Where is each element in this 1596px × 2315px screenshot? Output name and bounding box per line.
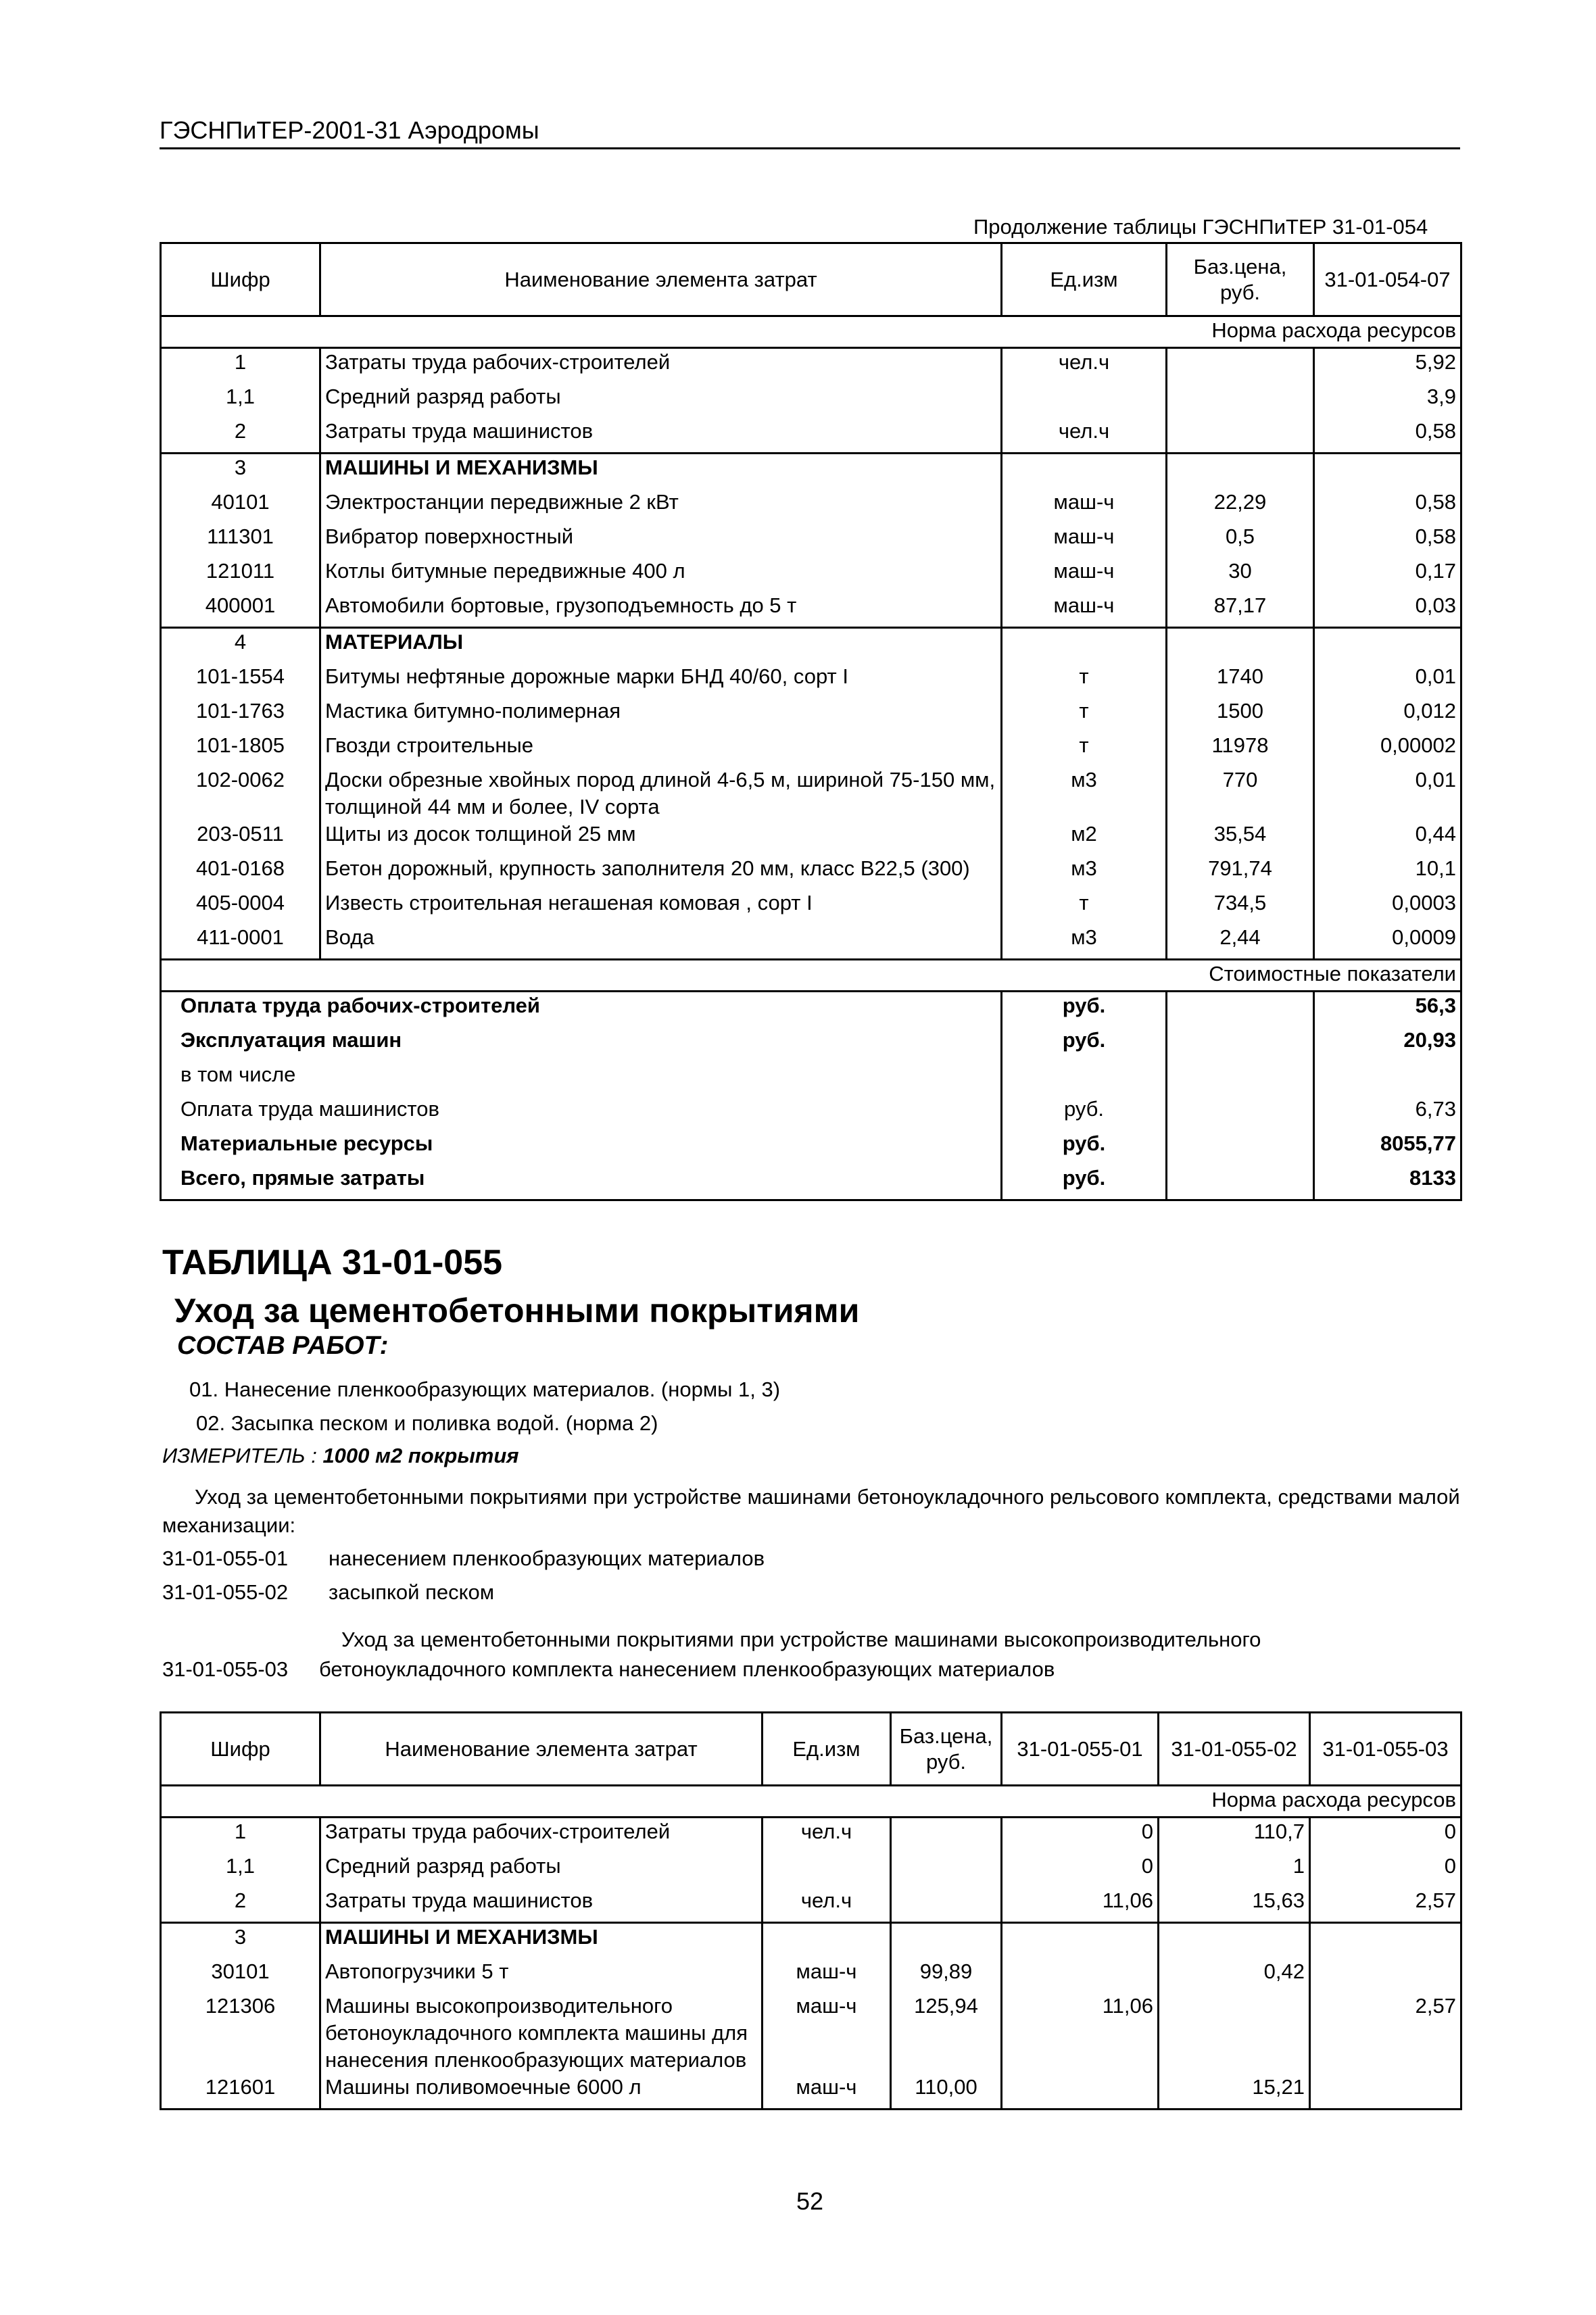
table-row: [161, 1958, 1461, 1993]
cell-name: МАШИНЫ И МЕХАНИЗМЫ: [320, 454, 1002, 489]
cell-norm-02: [1159, 1923, 1310, 1959]
cell-price: 110,00: [891, 2074, 1002, 2110]
cell-norm-03: 0: [1310, 1853, 1461, 1887]
cell-price: [891, 1853, 1002, 1887]
summary-empty: [1167, 1027, 1314, 1061]
cell-code: 2: [161, 418, 320, 454]
col-header-price: Баз.цена, руб.: [891, 1713, 1002, 1786]
resource-table-054: [160, 242, 1462, 1201]
summary-label: Всего, прямые затраты: [161, 1165, 1002, 1200]
table-row: [161, 1923, 1461, 1959]
cell-norm: 10,1: [1314, 855, 1461, 890]
summary-unit: [1002, 1061, 1167, 1096]
cell-name: Котлы битумные передвижные 400 л: [320, 558, 1002, 592]
table-row: [161, 1818, 1461, 1853]
table-row: [161, 2074, 1461, 2110]
work-composition-heading: СОСТАВ РАБОТ:: [177, 1332, 389, 1360]
cell-norm-01: 0: [1002, 1818, 1159, 1853]
measurement-unit: [162, 1444, 519, 1468]
summary-unit: руб.: [1002, 1130, 1167, 1165]
cell-norm: 0,01: [1314, 766, 1461, 821]
measurement-value: 1000 м2 покрытия: [322, 1444, 519, 1467]
table-row: [161, 663, 1461, 698]
table-row: [161, 628, 1461, 664]
summary-unit: руб.: [1002, 1027, 1167, 1061]
cell-price: [891, 1818, 1002, 1853]
cell-unit: чел.ч: [1002, 418, 1167, 454]
cell-norm-02: 0,42: [1159, 1958, 1310, 1993]
code-item-01: [162, 1546, 765, 1571]
summary-label: Эксплуатация машин: [161, 1027, 1002, 1061]
cell-code: 401-0168: [161, 855, 320, 890]
summary-value: [1314, 1061, 1461, 1096]
cell-unit: [1002, 383, 1167, 418]
cell-code: 101-1805: [161, 732, 320, 766]
summary-value: 6,73: [1314, 1096, 1461, 1130]
code-description: бетоноукладочного комплекта нанесением пленкообразующих материалов: [319, 1657, 1055, 1681]
code-description: засыпкой песком: [329, 1580, 495, 1604]
cell-price: 2,44: [1167, 924, 1314, 960]
cell-price: 770: [1167, 766, 1314, 821]
cell-norm-02: 110,7: [1159, 1818, 1310, 1853]
cell-norm: [1314, 628, 1461, 664]
cell-norm: 0,58: [1314, 489, 1461, 523]
cell-price: [891, 1887, 1002, 1923]
summary-value: 56,3: [1314, 992, 1461, 1027]
table-row: [161, 523, 1461, 558]
cell-price: [1167, 628, 1314, 664]
intro-text: Уход за цементобетонными покрытиями при устройстве машинами бетоноукладочного рельсового комплекта, средствами малой механизации:: [162, 1485, 1460, 1537]
cell-name: Доски обрезные хвойных пород длиной 4-6,5 м, шириной 75-150 мм, толщиной 44 мм и более, IV сорта: [320, 766, 1002, 821]
cell-unit: маш-ч: [763, 1958, 891, 1993]
cell-norm-02: 1: [1159, 1853, 1310, 1887]
cell-code: 1,1: [161, 1853, 320, 1887]
cell-unit: т: [1002, 698, 1167, 732]
cell-norm-01: [1002, 1958, 1159, 1993]
table-row: [161, 383, 1461, 418]
cell-price: 125,94: [891, 1993, 1002, 2074]
cell-name: Автомобили бортовые, грузоподъемность до 5 т: [320, 592, 1002, 628]
summary-label: Материальные ресурсы: [161, 1130, 1002, 1165]
cell-name: Битумы нефтяные дорожные марки БНД 40/60, сорт I: [320, 663, 1002, 698]
cell-code: 40101: [161, 489, 320, 523]
table-row: [161, 924, 1461, 960]
table-title: ТАБЛИЦА 31-01-055: [162, 1243, 503, 1282]
table-row: [161, 418, 1461, 454]
cell-norm: 0,44: [1314, 821, 1461, 855]
summary-label: в том числе: [161, 1061, 1002, 1096]
table-row: [161, 348, 1461, 384]
norm-label: Норма расхода ресурсов: [161, 316, 1461, 348]
cell-name: Затраты труда машинистов: [320, 1887, 763, 1923]
cell-norm-03: [1310, 1958, 1461, 1993]
summary-empty: [1167, 1061, 1314, 1096]
table-row: [161, 890, 1461, 924]
cell-name: МАШИНЫ И МЕХАНИЗМЫ: [320, 1923, 763, 1959]
cell-name: Бетон дорожный, крупность заполнителя 20 мм, класс В22,5 (300): [320, 855, 1002, 890]
cell-code: 400001: [161, 592, 320, 628]
cell-norm-03: [1310, 2074, 1461, 2110]
cell-code: 101-1554: [161, 663, 320, 698]
col-header-code: Шифр: [161, 243, 320, 316]
cell-price: [1167, 348, 1314, 384]
code-item-03: [162, 1657, 1055, 1682]
cell-name: Затраты труда машинистов: [320, 418, 1002, 454]
cell-norm: 0,17: [1314, 558, 1461, 592]
cell-name: МАТЕРИАЛЫ: [320, 628, 1002, 664]
work-item: 01. Нанесение пленкообразующих материалов. (нормы 1, 3): [189, 1378, 781, 1401]
cell-norm: 0,58: [1314, 523, 1461, 558]
cell-code: 1: [161, 348, 320, 384]
cell-unit: [763, 1923, 891, 1959]
cell-name: Электростанции передвижные 2 кВт: [320, 489, 1002, 523]
cell-norm-02: 15,63: [1159, 1887, 1310, 1923]
table-row: [161, 821, 1461, 855]
summary-row: [161, 1096, 1461, 1130]
page-number: 52: [796, 2187, 824, 2215]
col-header-price: Баз.цена, руб.: [1167, 243, 1314, 316]
page-header: ГЭСНПиТЕР-2001-31 Аэродромы: [160, 116, 1460, 149]
col-header-norm-01: 31-01-055-01: [1002, 1713, 1159, 1786]
cell-unit: чел.ч: [1002, 348, 1167, 384]
cell-code: 1,1: [161, 383, 320, 418]
cell-name: Затраты труда рабочих-строителей: [320, 348, 1002, 384]
cell-price: [1167, 418, 1314, 454]
cell-norm: 0,012: [1314, 698, 1461, 732]
resource-table-055: [160, 1711, 1462, 2110]
col-header-code: Шифр: [161, 1713, 320, 1786]
summary-row: [161, 1027, 1461, 1061]
cell-unit: [1002, 454, 1167, 489]
cell-unit: м2: [1002, 821, 1167, 855]
summary-empty: [1167, 992, 1314, 1027]
cell-norm: 0,03: [1314, 592, 1461, 628]
cell-code: 203-0511: [161, 821, 320, 855]
cell-price: 87,17: [1167, 592, 1314, 628]
table-row: [161, 698, 1461, 732]
table-row: [161, 1887, 1461, 1923]
cell-code: 2: [161, 1887, 320, 1923]
table-row: [161, 592, 1461, 628]
cell-norm: 5,92: [1314, 348, 1461, 384]
cell-unit: маш-ч: [763, 2074, 891, 2110]
table-row: [161, 489, 1461, 523]
cell-unit: м3: [1002, 766, 1167, 821]
cell-unit: м3: [1002, 855, 1167, 890]
code-description: нанесением пленкообразующих материалов: [329, 1546, 765, 1570]
cell-price: 22,29: [1167, 489, 1314, 523]
summary-label: Оплата труда машинистов: [161, 1096, 1002, 1130]
summary-row: [161, 1061, 1461, 1096]
cell-price: 35,54: [1167, 821, 1314, 855]
cell-code: 405-0004: [161, 890, 320, 924]
cell-code: 30101: [161, 1958, 320, 1993]
cell-name: Щиты из досок толщиной 25 мм: [320, 821, 1002, 855]
cell-code: 4: [161, 628, 320, 664]
cell-unit: чел.ч: [763, 1818, 891, 1853]
summary-value: 20,93: [1314, 1027, 1461, 1061]
cell-price: 11978: [1167, 732, 1314, 766]
cell-unit: чел.ч: [763, 1887, 891, 1923]
cell-norm-02: [1159, 1993, 1310, 2074]
col-header-unit: Ед.изм: [763, 1713, 891, 1786]
cell-name: Средний разряд работы: [320, 1853, 763, 1887]
cell-unit: маш-ч: [763, 1993, 891, 2074]
norm-label: Норма расхода ресурсов: [161, 1786, 1461, 1818]
cell-price: 791,74: [1167, 855, 1314, 890]
cell-code: 121011: [161, 558, 320, 592]
summary-unit: руб.: [1002, 1096, 1167, 1130]
table-subtitle: Уход за цементобетонными покрытиями: [174, 1292, 860, 1330]
cell-name: Машины высокопроизводительного бетоноукладочного комплекта машины для нанесения пленкообразующих материалов: [320, 1993, 763, 2074]
table-row: [161, 1993, 1461, 2074]
cell-code: 3: [161, 454, 320, 489]
summary-unit: руб.: [1002, 992, 1167, 1027]
code-item-02: [162, 1580, 494, 1605]
cell-name: Средний разряд работы: [320, 383, 1002, 418]
cell-norm-03: 2,57: [1310, 1887, 1461, 1923]
intro-text-2: Уход за цементобетонными покрытиями при устройстве машинами высокопроизводительного: [341, 1628, 1261, 1651]
cell-norm: 0,0003: [1314, 890, 1461, 924]
cell-code: 411-0001: [161, 924, 320, 960]
summary-value: 8055,77: [1314, 1130, 1461, 1165]
cell-price: 1740: [1167, 663, 1314, 698]
cell-price: 734,5: [1167, 890, 1314, 924]
cell-norm: [1314, 454, 1461, 489]
cell-price: 1500: [1167, 698, 1314, 732]
table-row: [161, 454, 1461, 489]
col-header-norm-03: 31-01-055-03: [1310, 1713, 1461, 1786]
cell-name: Гвозди строительные: [320, 732, 1002, 766]
cell-price: 30: [1167, 558, 1314, 592]
summary-unit: руб.: [1002, 1165, 1167, 1200]
cell-name: Автопогрузчики 5 т: [320, 1958, 763, 1993]
cell-unit: маш-ч: [1002, 558, 1167, 592]
cell-norm-03: [1310, 1923, 1461, 1959]
table-row: [161, 732, 1461, 766]
cell-unit: маш-ч: [1002, 592, 1167, 628]
summary-row: [161, 992, 1461, 1027]
cell-price: [1167, 383, 1314, 418]
cell-norm: 0,0009: [1314, 924, 1461, 960]
cell-price: 99,89: [891, 1958, 1002, 1993]
cell-norm-01: [1002, 2074, 1159, 2110]
cell-norm-03: 0: [1310, 1818, 1461, 1853]
cell-code: 121601: [161, 2074, 320, 2110]
col-header-norm: 31-01-054-07: [1314, 243, 1461, 316]
cell-name: Машины поливомоечные 6000 л: [320, 2074, 763, 2110]
summary-empty: [1167, 1130, 1314, 1165]
cell-norm-03: 2,57: [1310, 1993, 1461, 2074]
cell-name: Мастика битумно-полимерная: [320, 698, 1002, 732]
cell-norm: 0,58: [1314, 418, 1461, 454]
summary-row: [161, 1165, 1461, 1200]
cell-norm-01: [1002, 1923, 1159, 1959]
cell-unit: [1002, 628, 1167, 664]
col-header-name: Наименование элемента затрат: [320, 243, 1002, 316]
cell-code: 1: [161, 1818, 320, 1853]
col-header-norm-02: 31-01-055-02: [1159, 1713, 1310, 1786]
cell-unit: т: [1002, 890, 1167, 924]
cell-unit: т: [1002, 663, 1167, 698]
continuation-note: Продолжение таблицы ГЭСНПиТЕР 31-01-054: [973, 215, 1428, 239]
cell-price: [1167, 454, 1314, 489]
cell-norm-02: 15,21: [1159, 2074, 1310, 2110]
cell-price: [891, 1923, 1002, 1959]
cell-name: Затраты труда рабочих-строителей: [320, 1818, 763, 1853]
summary-empty: [1167, 1165, 1314, 1200]
cell-unit: маш-ч: [1002, 489, 1167, 523]
cell-name: Вибратор поверхностный: [320, 523, 1002, 558]
cell-code: 111301: [161, 523, 320, 558]
code: 31-01-055-02: [162, 1580, 289, 1604]
summary-label: Оплата труда рабочих-строителей: [161, 992, 1002, 1027]
cell-code: 101-1763: [161, 698, 320, 732]
col-header-name: Наименование элемента затрат: [320, 1713, 763, 1786]
summary-value: 8133: [1314, 1165, 1461, 1200]
code: 31-01-055-03: [162, 1657, 289, 1681]
table-row: [161, 558, 1461, 592]
cell-norm: 3,9: [1314, 383, 1461, 418]
cell-norm-01: 11,06: [1002, 1993, 1159, 2074]
table-row: [161, 766, 1461, 821]
cell-norm-01: 0: [1002, 1853, 1159, 1887]
cell-norm: 0,00002: [1314, 732, 1461, 766]
cell-code: 121306: [161, 1993, 320, 2074]
cell-code: 3: [161, 1923, 320, 1959]
cell-unit: маш-ч: [1002, 523, 1167, 558]
cost-label: Стоимостные показатели: [161, 960, 1461, 992]
table-row: [161, 855, 1461, 890]
col-header-unit: Ед.изм: [1002, 243, 1167, 316]
cell-unit: м3: [1002, 924, 1167, 960]
cell-norm-01: 11,06: [1002, 1887, 1159, 1923]
cell-unit: т: [1002, 732, 1167, 766]
cell-norm: 0,01: [1314, 663, 1461, 698]
summary-row: [161, 1130, 1461, 1165]
table-row: [161, 1853, 1461, 1887]
cell-name: Известь строительная негашеная комовая , сорт I: [320, 890, 1002, 924]
cell-price: 0,5: [1167, 523, 1314, 558]
code: 31-01-055-01: [162, 1546, 289, 1570]
work-item: 02. Засыпка песком и поливка водой. (норма 2): [196, 1411, 658, 1435]
summary-empty: [1167, 1096, 1314, 1130]
cell-unit: [763, 1853, 891, 1887]
cell-code: 102-0062: [161, 766, 320, 821]
measurement-label: ИЗМЕРИТЕЛЬ :: [162, 1444, 323, 1467]
cell-name: Вода: [320, 924, 1002, 960]
